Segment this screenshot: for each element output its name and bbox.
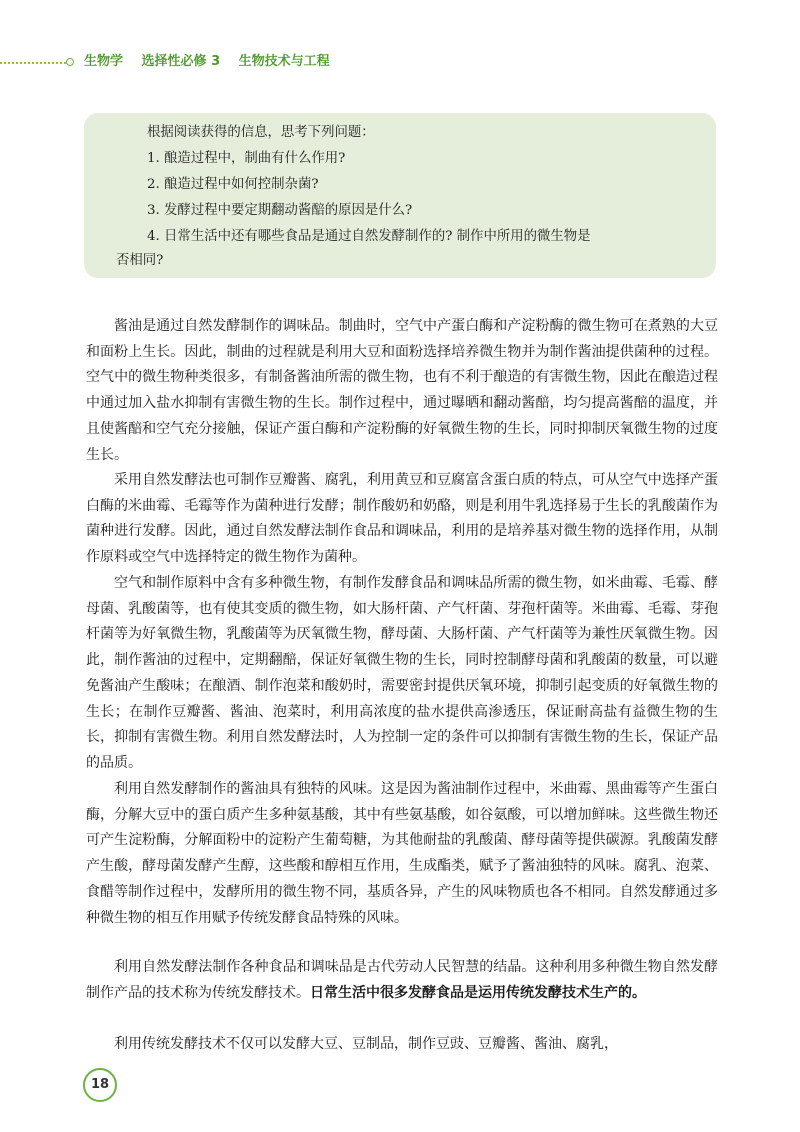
- question-item: 1. 酿造过程中，制曲有什么作用?: [147, 151, 346, 166]
- header-book-title: 生物技术与工程: [238, 54, 330, 69]
- body-paragraph-1: 酱油是通过自然发酵制作的调味品。制曲时，空气中产蛋白酶和产淀粉酶的微生物可在煮熟的大豆和面粉上生长。因此，制曲的过程就是利用大豆和面粉选择培养微生物并为制作酱油提供菌种的过程。空气中的微生物种类很多，有制备酱油所需的微生物，也有不利于酿造的有害微生物，因此在酿造过程中通过加入盐水抑制有害微生物的生长。制作过程中，通过曝晒和翻动酱醅，均匀提高酱醅的温度，并且使酱醅和空气充分接触，保证产蛋白酶和产淀粉酶的好氧微生物的生长，同时抑制厌氧微生物的过度生长。: [86, 318, 718, 463]
- page-number: 18: [83, 1068, 117, 1102]
- question-intro: 根据阅读获得的信息，思考下列问题：: [147, 125, 375, 140]
- running-header: [84, 52, 344, 72]
- header-dotted-rule: [0, 62, 66, 64]
- paragraph-5-text: 利用自然发酵法制作各种食品和调味品是古代劳动人民智慧的结晶。这种利用多种微生物自然发酵制作产品的技术称为传统发酵技术。: [86, 959, 718, 1001]
- header-subject: 生物学: [84, 54, 124, 69]
- body-paragraph-5: [86, 955, 718, 1006]
- body-paragraph-2: 采用自然发酵法也可制作豆瓣酱、腐乳，利用黄豆和豆腐富含蛋白质的特点，可从空气中选择产蛋白酶的米曲霉、毛霉等作为菌种进行发酵；制作酸奶和奶酪，则是利用牛乳选择易于生长的乳酸菌作为菌种进行发酵。因此，通过自然发酵法制作食品和调味品，利用的是培养基对微生物的选择作用，从制作原料或空气中选择特定的微生物作为菌种。: [86, 472, 718, 566]
- question-item: 3. 发酵过程中要定期翻动酱醅的原因是什么?: [147, 203, 413, 218]
- header-volume: 选择性必修 3: [141, 54, 221, 69]
- body-paragraph-4: 利用自然发酵制作的酱油具有独特的风味。这是因为酱油制作过程中，米曲霉、黑曲霉等产生蛋白酶，分解大豆中的蛋白质产生多种氨基酸，其中有些氨基酸，如谷氨酸，可以增加鲜味。这些微生物还可产生淀粉酶，分解面粉中的淀粉产生葡萄糖，为其他耐盐的乳酸菌、酵母菌等提供碳源。乳酸菌发酵产生酸，酵母菌发酵产生醇，这些酸和醇相互作用，生成酯类，赋予了酱油独特的风味。腐乳、泡菜、食醋等制作过程中，发酵所用的微生物不同，基质各异，产生的风味物质也各不相同。自然发酵通过多种微生物的相互作用赋予传统发酵食品特殊的风味。: [86, 781, 718, 926]
- header-bullet-icon: [66, 58, 74, 66]
- question-item: 2. 酿造过程中如何控制杂菌?: [147, 177, 319, 192]
- question-box: [84, 113, 716, 278]
- question-item-continuation: 否相同?: [116, 253, 164, 268]
- body-paragraph-6: 利用传统发酵技术不仅可以发酵大豆、豆制品，制作豆豉、豆瓣酱、酱油、腐乳，: [114, 1036, 618, 1052]
- question-item: 4. 日常生活中还有哪些食品是通过自然发酵制作的? 制作中所用的微生物是: [147, 229, 591, 244]
- paragraph-5-emphasis: 日常生活中很多发酵食品是运用传统发酵技术生产的。: [310, 984, 646, 1001]
- body-paragraph-3: 空气和制作原料中含有多种微生物，有制作发酵食品和调味品所需的微生物，如米曲霉、毛霉、酵母菌、乳酸菌等，也有使其变质的微生物，如大肠杆菌、产气杆菌、芽孢杆菌等。米曲霉、毛霉、芽孢杆菌等为好氧微生物，乳酸菌等为厌氧微生物，酵母菌、大肠杆菌、产气杆菌等为兼性厌氧微生物。因此，制作酱油的过程中，定期翻醅，保证好氧微生物的生长，同时控制酵母菌和乳酸菌的数量，可以避免酱油产生酸味；在酿酒、制作泡菜和酸奶时，需要密封提供厌氧环境，抑制引起变质的好氧微生物的生长；在制作豆瓣酱、酱油、泡菜时，利用高浓度的盐水提供高渗透压，保证耐高盐有益微生物的生长，抑制有害微生物。利用自然发酵法时，人为控制一定的条件可以抑制有害微生物的生长，保证产品的品质。: [86, 575, 718, 771]
